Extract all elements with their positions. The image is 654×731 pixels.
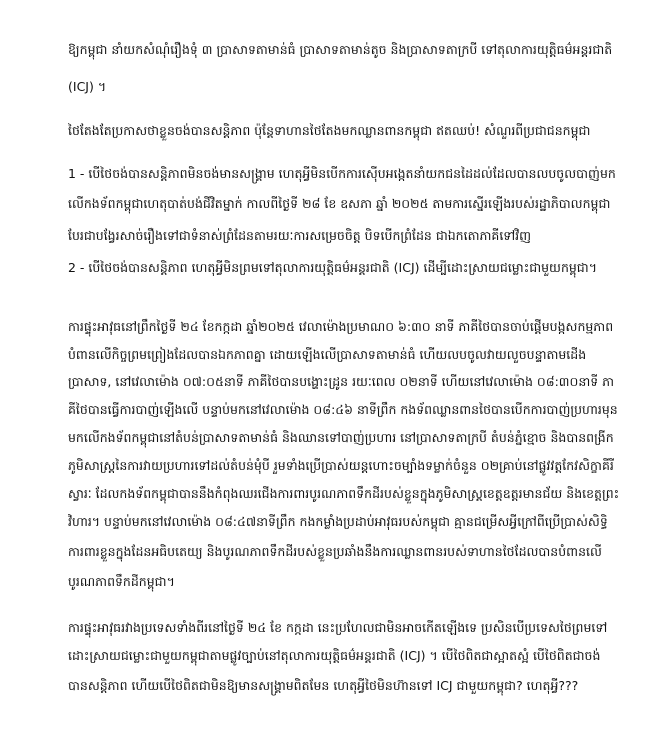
text-line: (ICJ) ។ (68, 79, 107, 94)
text-line: ការផ្ទុះអាវុធនៅព្រឹកថ្ងៃទី ២៤ ខែកក្កដា ឆ្នាំ២០២៥ វេលាម៉ោងប្រមាណ០ ៦:៣០ នាទី ភាគីថៃបានចាប់ផ្តើមបង្កសកម្មភាព (68, 319, 614, 334)
question-2-line: 2 - បើថៃចង់បានសន្តិភាព ហេតុអ្វីមិនព្រមទៅតុលាការយុត្តិធម៌អន្តរជាតិ (ICJ) ដើម្បីដោះស្រាយជម្លោះជាមួយកម្ពុជា។ (68, 260, 597, 275)
text-line: ឱ្យកម្ពុជា នាំយកសំណុំរឿងទុំ ៣ ប្រាសាទតាមាន់ធំ ប្រាសាទតាមាន់តូច និងប្រាសាទតាក្របី ទៅតុលាការយុត្តិធម៌អន្តរជាតិ (68, 42, 613, 57)
text-line: បែរជាបង្វែរសាច់រឿងទៅជាទំនាស់ព្រំដែនតាមរយៈការសម្រេចចិត្ត បិទបើកព្រំដែន ជាឯកតោភាគីទៅវិញ (68, 228, 532, 243)
text-line: ការពារខ្លួនក្នុងដែនអធិបតេយ្យ និងបូរណភាពទឹកដីរបស់ខ្លួនប្រឆាំងនឹងការឈ្លានពានរបស់ទាហានថៃដែលបានបំពានលើ (68, 544, 602, 559)
text-line: ថៃតែងតែប្រកាសថាខ្លួនចង់បានសន្តិភាព ប៉ុន្តែទាហានថៃតែងមកឈ្លានពានកម្ពុជា ឥតឈប់! សំណួរពីប្រជាជនកម្ពុជា (68, 123, 591, 138)
question-1-line: 1 - បើថៃចង់បានសន្តិភាពមិនចង់មានសង្គ្រាម ហេតុអ្វីមិនបើកការស៊ើបអង្កេតនាំយកជនដៃដល់ដែលបានលបចូលបាញ់មក (68, 166, 616, 181)
text-line: បូរណភាពទឹកដីកម្ពុជា។ (68, 574, 175, 589)
text-line: បានសន្តិភាព ហើយបើថៃពិតជាមិនឱ្យមានសង្គ្រាមពិតមែន ហេតុអ្វីថៃមិនហ៊ានទៅ ICJ ជាមួយកម្ពុជា? ហេតុអ្វី??? (68, 678, 579, 693)
text-line: វិហារ។ បន្ទាប់មកនៅវេលាម៉ោង ០៨:៤៧នាទីព្រឹក កងកម្លាំងប្រដាប់អាវុធរបស់កម្ពុជា គ្មានជម្រើសអ្វីក្រៅពីប្រើប្រាស់សិទ្ធិ (68, 514, 608, 529)
text-line: ស្វារៈ ដែលកងទ័ពកម្ពុជាបាននឹងកំពុងឈរជើងការពារបូរណភាពទឹកដីរបស់ខ្លួនក្នុងភូមិសាស្ត្រខេត្តឧត្តរមានជ័យ និងខេត្តព្រះ (68, 486, 620, 501)
text-line: បំពានលើកិច្ចព្រមព្រៀងដែលបានឯកភាពគ្នា ដោយឡើងលើប្រាសាទតាមាន់ធំ ហើយលបចូលវាយលួចបន្ទាតាមដើង (68, 347, 587, 362)
text-line: ការផ្ទុះអាវុធរវាងប្រទេសទាំងពីរនៅថ្ងៃទី ២៤ ខែ កក្កដា នេះប្រហែលជាមិនអាចកើតឡើងទេ ប្រសិនបើប្រទេសថៃព្រមទៅ (68, 620, 608, 635)
text-line: ភូមិសាស្រ្តនៃការវាយប្រហារទៅដល់តំបន់មុំបី រួមទាំងប្រើប្រាស់យន្តហោះចម្បាំងទម្លាក់ចំនួន ០២គ្រាប់នៅផ្លូវវត្តកែវសិក្ខាគីរី (68, 458, 614, 473)
text-line: លើកងទ័ពកម្ពុជាហេតុបាត់បង់ជីវិតម្នាក់ កាលពីថ្ងៃទី ២៨ ខែ ឧសភា ឆ្នាំ ២០២៥ តាមការស្នើរឡើងរបស់រដ្ឋាភិបាលកម្ពុជា (68, 196, 611, 211)
text-line: គីថៃបានធ្វើការបាញ់ឡើងលើ បន្ទាប់មកនៅវេលាម៉ោង ០៨:៤៦ នាទីព្រឹក កងទ័ពឈ្លានពានថៃបានបើកការបាញ់ប្រហារមុន (68, 402, 618, 417)
text-line: ប្រាសាទ, នៅវេលាម៉ោង ០៧:០៥នាទី ភាគីថៃបានបង្ហោះដ្រូន រយៈពេល ០២នាទី ហើយនៅវេលាម៉ោង ០៨:៣០នាទី ភា (68, 374, 615, 389)
text-line: មកលើកងទ័ពកម្ពុជានៅតំបន់ប្រាសាទតាមាន់ធំ និងឈានទៅបាញ់ប្រហារ នៅប្រាសាទតាក្របី តំបន់ភ្នំខ្មោច និងបានពង្រីក (68, 430, 614, 445)
text-line: ដោះស្រាយជម្លោះជាមួយកម្ពុជាតាមផ្លូវច្បាប់នៅតុលាការយុត្តិធម៌អន្តរជាតិ (ICJ) ។ បើថៃពិតជាស្អាតស្អំ បើថៃពិតជាចង់ (68, 648, 601, 663)
